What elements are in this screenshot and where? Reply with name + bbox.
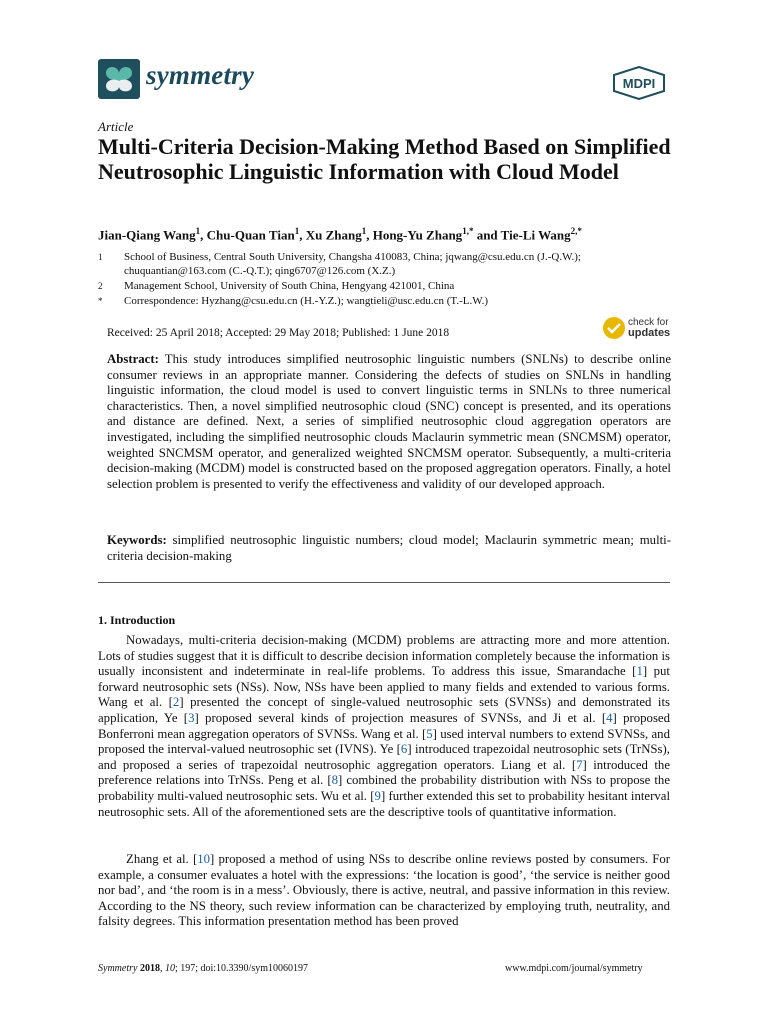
- paragraph-text: ] presented the concept of single-valued neutrosophic sets (SVNSs) and demonstrated its application, Ye [: [98, 695, 670, 725]
- publisher-name: MDPI: [622, 76, 656, 91]
- journal-name: symmetry: [146, 60, 255, 90]
- paragraph-text: ] introduced the preference relations into TrNSs. Peng et al. [: [98, 757, 670, 788]
- author-affil-mark: 1: [361, 226, 367, 236]
- correspondence: [98, 294, 678, 308]
- citation-link[interactable]: 1: [636, 664, 643, 679]
- check-updates-icon: [602, 316, 626, 340]
- citation-link[interactable]: 4: [606, 710, 613, 725]
- citation-link[interactable]: 5: [426, 726, 433, 741]
- footer-volume: 10: [164, 963, 175, 974]
- affiliation-text: Correspondence: Hyzhang@csu.edu.cn (H.-Y.Z.); wangtieli@usc.edu.cn (T.-L.W.): [124, 295, 489, 307]
- paragraph-text: ] further extended this set to probability hesitant interval neutrosophic sets. All of the aforementioned sets are the descriptive tools of quantitative information.: [98, 788, 671, 819]
- paragraph: [98, 633, 670, 820]
- abstract-label: Abstract:: [107, 352, 159, 366]
- citation-link[interactable]: 7: [576, 757, 583, 772]
- footer-year: 2018: [139, 963, 160, 974]
- footer-citation: Symmetry 2018, 10; 197; doi:10.3390/sym10060197: [98, 963, 308, 974]
- paragraph-text: ] proposed several kinds of projection measures of SVNSs, and Ji et al. [: [194, 710, 607, 725]
- affiliation-mark: *: [98, 296, 103, 306]
- paragraph-text: Zhang et al. [: [126, 852, 198, 866]
- journal-logo-icon: [98, 59, 140, 99]
- article-title: Multi-Criteria Decision-Making Method Based on Simplified Neutrosophic Linguistic Information with Cloud Model: [98, 134, 671, 184]
- paragraph-text: Nowadays, multi-criteria decision-making (MCDM) problems are attracting more and more attention. Lots of studies suggest that it is difficult to describe decision information completely because the information is usually inconsistent and indeterminate in real-life problems. To address this issue, Smarandache [: [98, 633, 670, 679]
- author-list: Jian-Qiang Wang$^1$, Chu-Quan Tian$^1$, Xu Zhang$^1$, Hong-Yu Zhang$^{1,*}$ and Tie-Li Wang$^{2,*}$: [98, 226, 582, 243]
- check-updates-line1: check for: [628, 317, 669, 328]
- paragraph-text: ] put forward neutrosophic sets (NSs). Now, NSs have been applied to many fields and extended to various forms. Wang et al. [: [98, 664, 670, 710]
- paragraph-text: ] introduced trapezoidal neutrosophic sets (TrNSs), and proposed a series of trapezoidal neutrosophic aggregation operators. Liang et al. [: [98, 742, 670, 772]
- affiliation: [98, 279, 678, 293]
- keywords-label: Keywords:: [107, 533, 167, 547]
- paragraph-text: ] proposed a method of using NSs to describe online reviews posted by consumers. For example, a consumer evaluates a hotel with the expressions: ‘the location is good’, ‘the service is neither good nor bad’, and ‘the room is in a mess’. Obviously, there is active, neutral, and passive information in this review. According to the NS theory, such review information can be characterized by employing truth, neutrality, and falsity degrees. This information presentation method has been proved: [98, 852, 670, 929]
- citation-link[interactable]: 2: [172, 695, 180, 710]
- author-affil-mark: 1,*: [462, 226, 474, 236]
- citation-link[interactable]: 6: [400, 742, 408, 757]
- keywords: [107, 533, 671, 564]
- author-name[interactable]: Chu-Quan Tian: [206, 227, 295, 243]
- author-name[interactable]: Jian-Qiang Wang: [98, 227, 196, 243]
- check-for-updates-badge[interactable]: [602, 316, 672, 344]
- section-divider: [98, 582, 670, 583]
- footer-doi[interactable]: ; 197; doi:10.3390/sym10060197: [174, 963, 308, 974]
- author-name[interactable]: Xu Zhang: [305, 227, 362, 243]
- paragraph-text: ] combined the probability distribution with NSs to propose the probability multi-valued neutrosophic sets. Wu et al. [: [98, 773, 671, 803]
- abstract-text: This study introduces simplified neutrosophic linguistic numbers (SNLNs) to describe online consumer reviews in an appropriate manner. Considering the defects of studies on SNLNs in handling linguistic information, the cloud model is used to convert linguistic terms in SNLNs to three numerical characteristics. Then, a novel simplified neutrosophic cloud (SNC) concept is presented, and its operations and distance are defined. Next, a series of simplified neutrosophic cloud aggregation operators are investigated, including the simplified neutrosophic clouds Maclaurin symmetric mean (SNCMSM) operator, weighted SNCMSM operator, and generalized weighted SNCMSM operator. Subsequently, a multi-criteria decision-making (MCDM) model is constructed based on the proposed aggregation operators. Finally, a hotel selection problem is presented to verify the effectiveness and validity of our developed approach.: [107, 352, 672, 491]
- citation-link[interactable]: 8: [331, 773, 339, 788]
- author-affil-mark: 2,*: [570, 226, 582, 236]
- affiliation-mark: 2: [98, 281, 103, 291]
- affiliation-mark: 1: [98, 252, 103, 262]
- footer-journal: Symmetry: [98, 963, 138, 974]
- affiliation-text: School of Business, Central South University, Changsha 410083, China; jqwang@csu.edu.cn (J.-Q.W.); chuquantian@163.com (C.-Q.T.); qing6707@126.com (X.Z.): [124, 251, 581, 277]
- author-affil-mark: 1: [294, 226, 300, 236]
- paragraph-text: ] proposed Bonferroni mean aggregation operators of SVNSs. Wang et al. [: [98, 710, 671, 741]
- abstract: [107, 352, 671, 492]
- citation-link[interactable]: 9: [374, 788, 381, 803]
- author-affil-mark: 1: [195, 226, 201, 236]
- paragraph-text: ] used interval numbers to extend SVNSs, and proposed the interval-valued neutrosophic set (IVNS). Ye [: [98, 726, 670, 757]
- paragraph: [98, 852, 670, 930]
- affiliation: [98, 250, 678, 278]
- article-type: Article: [98, 119, 134, 134]
- publisher-logo: [612, 66, 666, 100]
- keywords-text: simplified neutrosophic linguistic numbers; cloud model; Maclaurin symmetric mean; multi-criteria decision-making: [107, 533, 672, 563]
- author-name[interactable]: Tie-Li Wang: [500, 227, 571, 243]
- citation-link[interactable]: 3: [188, 710, 195, 725]
- citation-link[interactable]: 10: [197, 852, 211, 866]
- check-updates-line2: updates: [628, 327, 671, 339]
- affiliation-text: Management School, University of South China, Hengyang 421001, China: [124, 280, 455, 292]
- author-name[interactable]: Hong-Yu Zhang: [372, 227, 463, 243]
- section-heading: 1. Introduction: [98, 613, 176, 627]
- footer-url[interactable]: www.mdpi.com/journal/symmetry: [505, 963, 643, 974]
- publication-dates: Received: 25 April 2018; Accepted: 29 May 2018; Published: 1 June 2018: [107, 327, 450, 339]
